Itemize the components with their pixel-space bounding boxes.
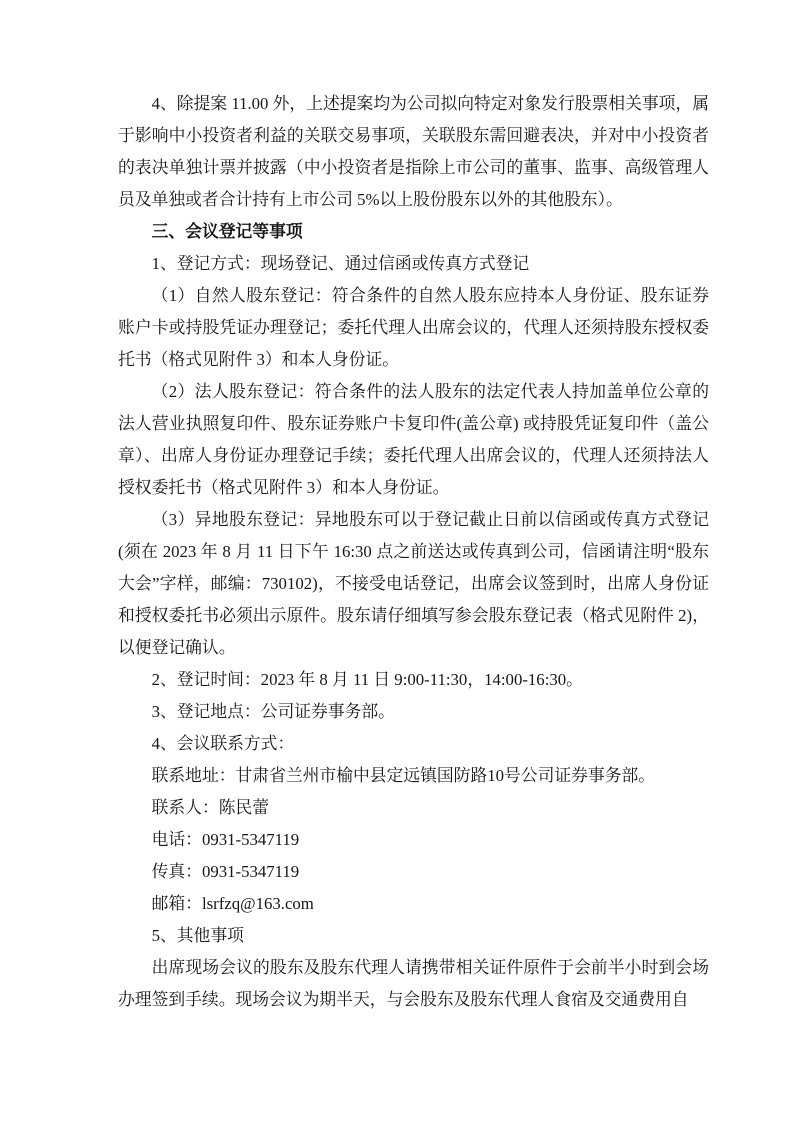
paragraph-meeting-contact-heading: 4、会议联系方式： [151, 734, 295, 753]
paragraph-attendance-note: 出席现场会议的股东及股东代理人请携带相关证件原件于会前半小时到会场办理签到手续。现场会议为期半天，与会股东及股东代理人食宿及交通费用自 [118, 958, 709, 1009]
paragraph-registration-place: 3、登记地点：公司证券事务部。 [151, 702, 395, 721]
paragraph-contact-fax: 传真：0931-5347119 [151, 862, 300, 881]
paragraph-registration-time: 2、登记时间：2023 年 8 月 11 日 9:00-11:30，14:00-16:30。 [151, 670, 583, 689]
paragraph-contact-phone: 电话：0931-5347119 [151, 830, 300, 849]
paragraph-contact-email: 邮箱：lsrfzq@163.com [151, 894, 314, 913]
paragraph-proposal-related-voting-note: 4、除提案 11.00 外，上述提案均为公司拟向特定对象发行股票相关事项，属于影响中小投资者利益的关联交易事项，关联股东需回避表决，并对中小投资者的表决单独计票并披露（中小投资者是指除上市公司的董事、监事、高级管理人员及单独或者合计持有上市公司 5%以上股份股东以外的其他股东）。 [118, 94, 709, 209]
paragraph-other-matters-heading: 5、其他事项 [151, 926, 244, 945]
section-heading-meeting-registration: 三、会议登记等事项 [151, 222, 303, 241]
paragraph-remote-shareholder-registration: （3）异地股东登记：异地股东可以于登记截止日前以信函或传真方式登记(须在 2023 年 8 月 11 日下午 16:30 点之前送达或传真到公司，信函请注明“股东大会”字样，邮编：730102)，不接受电话登记，出席会议签到时，出席人身份证和授权委托书必须出示原件。股东请仔细填写参会股东登记表（格式见附件 2)，以便登记确认。 [118, 510, 709, 657]
paragraph-registration-method: 1、登记方式：现场登记、通过信函或传真方式登记 [151, 254, 530, 273]
paragraph-contact-address: 联系地址：甘肃省兰州市榆中县定远镇国防路10号公司证券事务部。 [151, 766, 656, 785]
paragraph-natural-person-registration: （1）自然人股东登记：符合条件的自然人股东应持本人身份证、股东证券账户卡或持股凭证办理登记；委托代理人出席会议的，代理人还须持股东授权委托书（格式见附件 3）和本人身份证。 [118, 286, 709, 369]
paragraph-contact-person: 联系人：陈民蕾 [151, 798, 270, 817]
paragraph-legal-person-registration: （2）法人股东登记：符合条件的法人股东的法定代表人持加盖单位公章的法人营业执照复印件、股东证券账户卡复印件(盖公章) 或持股凭证复印件（盖公章）、出席人身份证办理登记手续；委托代理人出席会议的，代理人还须持法人授权委托书（格式见附件 3）和本人身份证。 [118, 382, 709, 497]
